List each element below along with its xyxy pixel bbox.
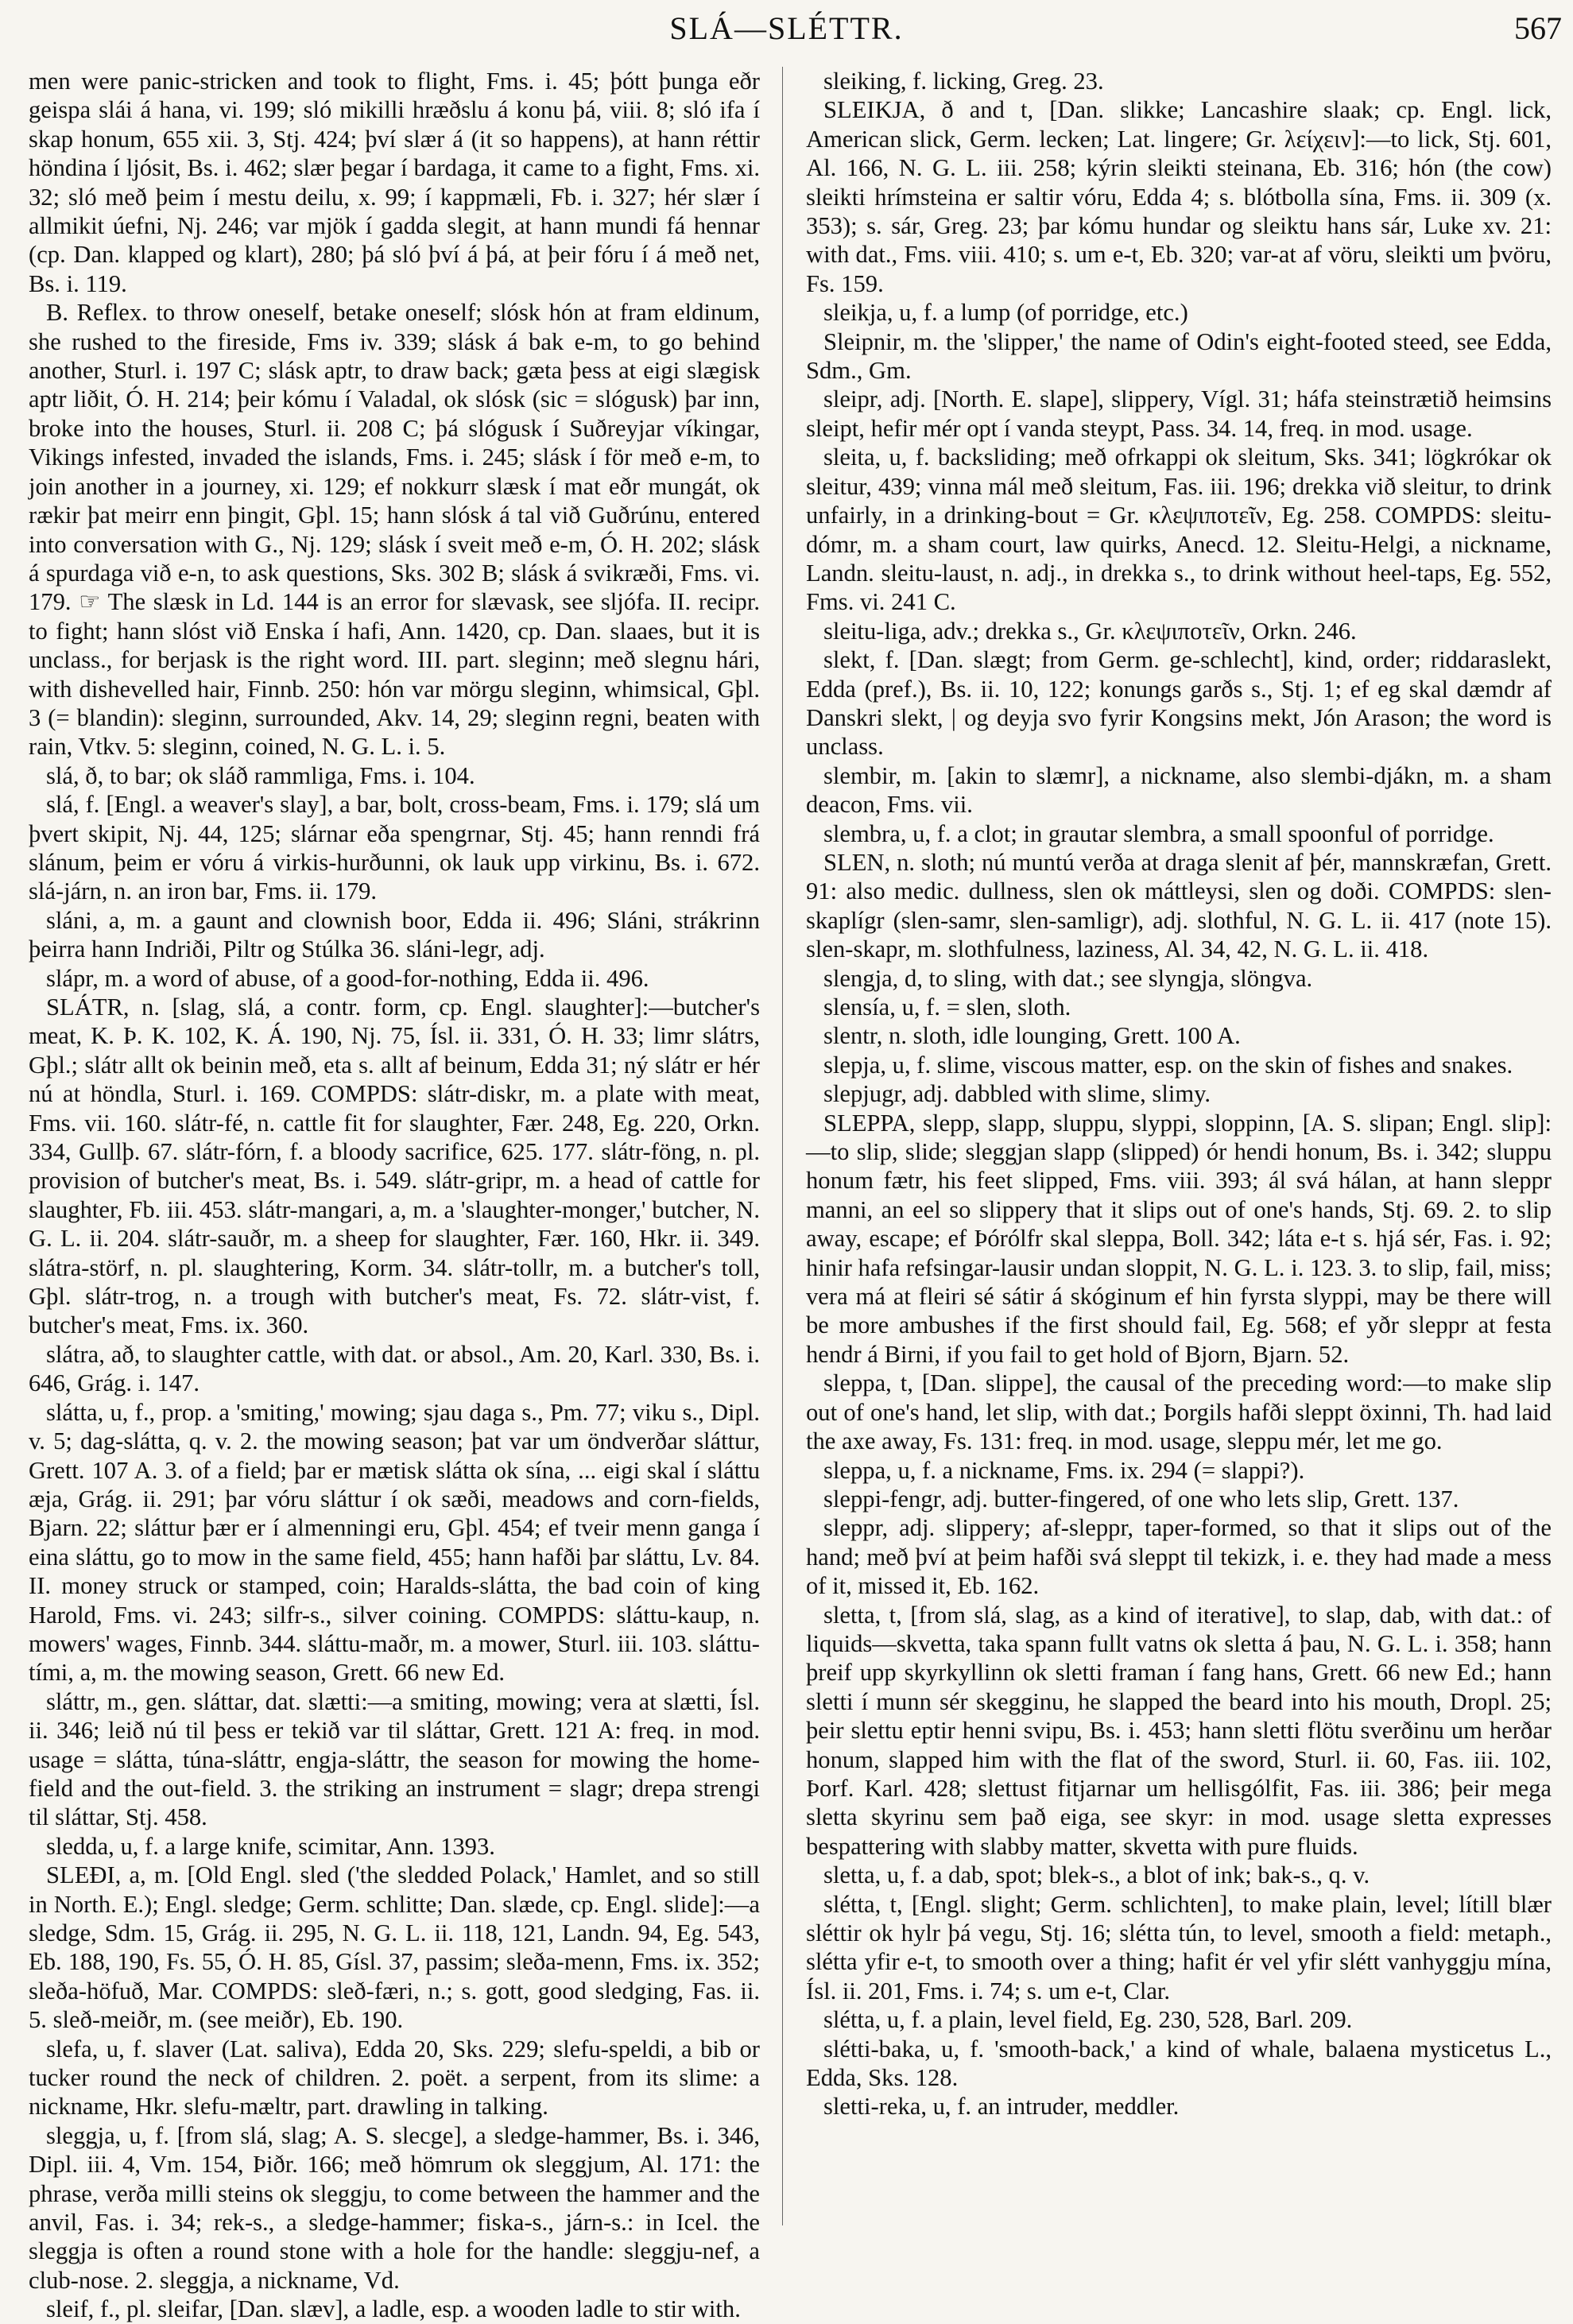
dictionary-entry: sleppr, adj. slippery; af-sleppr, taper-formed, so that it slips out of the hand; með því at þeim hafði svá sleppt til tekizk, i. e. they had made a mess of it, missed it, Eb. 162.	[806, 1514, 1552, 1600]
dictionary-entry: sleita, u, f. backsliding; með ofrkappi ok sleitum, Sks. 341; lögkrókar ok sleitur, 439; vinna mál með sleitum, Fas. iii. 196; drekka við sleitur, to drink unfairly, in a drinking-bout = Gr. κλεψιποτεῖν, Eg. 258. COMPDS: sleitu-dómr, m. a sham court, law quirks, Anecd. 12. Sleitu-Helgi, a nickname, Landn. sleitu-laust, n. adj., in drekka s., to drink without heel-taps, Eg. 552, Fms. vi. 241 C.	[806, 443, 1552, 616]
dictionary-entry: sleppi-fengr, adj. butter-fingered, of one who lets slip, Grett. 137.	[823, 1485, 1459, 1513]
dictionary-entry: Sleipnir, m. the 'slipper,' the name of Odin's eight-footed steed, see Edda, Sdm., Gm.	[806, 327, 1552, 385]
dictionary-entry: B. Reflex. to throw oneself, betake oneself; slósk hón at fram eldinum, she rushed to the fireside, Fms iv. 339; slásk á bak e-m, to go behind another, Sturl. i. 197 C; slásk aptr, to draw back; gæta þess at eigi slægisk aptr liðit, Ó. H. 214; þeir kómu í Valadal, ok slósk (sic = slógusk) þar inn, broke into the houses, Sturl. ii. 208 C; þá slógusk í Suðreyjar víkingar, Vikings infested, invaded the islands, Fms. i. 245; slásk í för með e-m, to join another in a journey, xi. 129; ef nokkurr slæsk í mat eðr mungát, ok rækir þat meirr enn þingit, Gþl. 15; hann slósk á tal við Guðrúnu, entered into conversation with G., Nj. 129; slásk í sveit með e-m, Ó. H. 202; slásk á spurdaga við e-n, to ask questions, Sks. 302 B; slásk á svikræði, Fms. vi. 179. ☞ The slæsk in Ld. 144 is an error for slævask, see sljófa. II. recipr. to fight; hann slóst við Enska í hafi, Ann. 1420, cp. Dan. slaaes, but it is unclass., for berjask is the right word. III. part. sleginn; með slegnu hári, with dishevelled hair, Finnb. 250: hón var mörgu sleginn, whimsical, Gþl. 3 (= blandin): sleginn, surrounded, Akv. 14, 29; sleginn regni, beaten with rain, Vtkv. 5: sleginn, coined, N. G. L. i. 5.	[29, 299, 760, 761]
dictionary-entry: SLEIKJA, ð and t, [Dan. slikke; Lancashire slaak; cp. Engl. lick, American slick, Germ. lecken; Lat. lingere; Gr. λείχειν]:—to lick, Stj. 601, Al. 166, N. G. L. iii. 258; kýrin sleikti steinana, Eb. 316; hón (the cow) sleikti hrímsteina er saltir vóru, Edda 4; s. blótbolla sína, Fms. ii. 309 (x. 353); s. sár, Greg. 23; þar kómu hundar og sleiktu hans sár, Luke xv. 21: with dat., Fms. viii. 410; s. um e-t, Eb. 320; var-at af vöru, sleikti um þvöru, Fs. 159.	[806, 96, 1552, 297]
dictionary-entry: sleggja, u, f. [from slá, slag; A. S. slecge], a sledge-hammer, Bs. i. 346, Dipl. iii. 4, Vm. 154, Þiðr. 166; með hömrum ok sleggjum, Al. 171: the phrase, verða milli steins ok sleggju, to come between the hammer and the anvil, Fas. i. 34; rek-s., a sledge-hammer; fiska-s., járn-s.: in Icel. the sleggja is often a round stone with a hole for the handle: sleggju-nef, a club-nose. 2. sleggja, a nickname, Vd.	[29, 2121, 760, 2294]
dictionary-entry: SLÁTR, n. [slag, slá, a contr. form, cp. Engl. slaughter]:—butcher's meat, K. Þ. K. 102, K. Á. 190, Nj. 75, Ísl. ii. 331, Ó. H. 33; limr slátrs, Gþl.; slátr allt ok beinin með, eta s. allt af beinum, Edda 31; ný slátr er hér nú at höndla, Sturl. i. 169. COMPDS: slátr-diskr, m. a plate with meat, Fms. vii. 160. slátr-fé, n. cattle fit for slaughter, Fær. 248, Eg. 220, Orkn. 334, Gullþ. 67. slátr-fórn, f. a bloody sacrifice, 625. 177. slátr-föng, n. pl. provision of butcher's meat, Bs. i. 549. slátr-gripr, m. a head of cattle for slaughter, Fb. iii. 453. slátr-mangari, a, m. a 'slaughter-monger,' butcher, N. G. L. ii. 204. slátr-sauðr, m. a sheep for slaughter, Fær. 160, Hkr. ii. 349. slátra-störf, n. pl. slaughtering, Korm. 34. slátr-tollr, m. a butcher's toll, Gþl. slátr-trog, n. a trough with butcher's meat, Fs. 72. slátr-vist, f. butcher's meat, Fms. ix. 360.	[29, 994, 760, 1339]
running-title: SLÁ—SLÉTTR.	[669, 10, 904, 46]
page-header	[0, 0, 1573, 64]
dictionary-entry: slekt, f. [Dan. slægt; from Germ. ge-schlecht], kind, order; riddaraslekt, Edda (pref.), Bs. ii. 10, 122; konungs garðs s., Stj. 1; ef eg skal dæmdr af Danskri slekt, | og deyja svo fyrir Kongsins mekt, Jón Arason; the word is unclass.	[806, 646, 1552, 761]
dictionary-entry: sleppa, t, [Dan. slippe], the causal of the preceding word:—to make slip out of one's hand, let slip, with dat.; Þorgils hafði sleppt öxinni, Th. had laid the axe away, Fs. 131: freq. in mod. usage, sleppu mér, let me go.	[806, 1369, 1552, 1455]
dictionary-entry: slétta, t, [Engl. slight; Germ. schlichten], to make plain, level; lítill blær sléttir ok hylr þá vegu, Stj. 16; slétta tún, to level, smooth a field: metaph., slétta yfir e-t, to smooth over a thing; hafit ér vel yfir slétt vanhyggju mína, Ísl. ii. 201, Fms. i. 74; s. um e-t, Clar.	[806, 1890, 1552, 2004]
column-divider	[782, 67, 783, 2225]
dictionary-entry: sletti-reka, u, f. an intruder, meddler.	[823, 2093, 1180, 2121]
dictionary-entry: sláttr, m., gen. sláttar, dat. slætti:—a smiting, mowing; vera at slætti, Ísl. ii. 346; leið nú til þess er tekið var til sláttar, Grett. 121 A: freq. in mod. usage = slátta, túna-sláttr, engja-sláttr, the season for mowing the home-field and the out-field. 3. the striking an instrument = slagr; drepa strengi til sláttar, Stj. 458.	[29, 1687, 760, 1831]
dictionary-entry: slá, ð, to bar; ok sláð rammliga, Fms. i. 104.	[46, 761, 475, 789]
dictionary-entry: slátta, u, f., prop. a 'smiting,' mowing; sjau daga s., Pm. 77; viku s., Dipl. v. 5; dag-slátta, q. v. 2. the mowing season; þat var um öndverðar sláttur, Grett. 107 A. 3. of a field; þar er mætisk slátta ok sína, ... eigi skal í sláttu æja, Grág. ii. 291; þar vóru sláttur í ok sæði, meadows and corn-fields, Bjarn. 22; sláttur þær er í almenningi eru, Gþl. 454; ef tveir menn ganga í eina sláttu, go to mow in the same field, 455; hann hafði þar sláttu, Lv. 84. II. money struck or stamped, coin; Haralds-slátta, the bad coin of king Harold, Fms. vi. 243; silfr-s., silver coining. COMPDS: sláttu-kaup, n. mowers' wages, Finnb. 344. sláttu-maðr, m. a mower, Sturl. iii. 103. sláttu-tími, a, m. the mowing season, Grett. 66 new Ed.	[29, 1398, 760, 1687]
dictionary-entry: sleikja, u, f. a lump (of porridge, etc.)	[823, 299, 1188, 327]
dictionary-entry: sletta, t, [from slá, slag, as a kind of iterative], to slap, dab, with dat.: of liquids—skvetta, taka spann fullt vatns ok sletta á þau, N. G. L. i. 358; hann þreif upp skyrkyllinn ok sletti framan í fang hans, Grett. 66 new Ed.; hann sletti í munn sér skegginu, he slapped the beard into his mouth, Dropl. 25; þeir slettu eptir henni svipu, Bs. i. 453; hann sletti flötu sverðinu um herðar honum, slapped him with the flat of the sword, Sturl. ii. 60, Fas. iii. 102, Þorf. Karl. 428; slettust fitjarnar um hellisgólfit, Fas. iii. 386; þeir mega sletta skyrinu sem það eiga, see skyr: in mod. usage sletta expresses bespattering with slabby matter, skvetta with pure fluids.	[806, 1601, 1552, 1860]
dictionary-entry: slensía, u, f. = slen, sloth.	[823, 994, 1071, 1021]
dictionary-entry: slefa, u, f. slaver (Lat. saliva), Edda 20, Sks. 229; slefu-speldi, a bib or tucker round the neck of children. 2. poët. a serpent, from its slime: a nickname, Hkr. slefu-mæltr, part. drawling in talking.	[29, 2035, 760, 2121]
dictionary-entry: sleitu-liga, adv.; drekka s., Gr. κλεψιποτεῖν, Orkn. 246.	[823, 617, 1357, 645]
left-column	[29, 67, 760, 2323]
dictionary-entry: sleif, f., pl. sleifar, [Dan. slæv], a ladle, esp. a wooden ladle to stir with.	[46, 2295, 741, 2323]
right-column	[806, 67, 1552, 2229]
dictionary-entry: slengja, d, to sling, with dat.; see slyngja, slöngva.	[823, 964, 1313, 992]
dictionary-entry: slétta, u, f. a plain, level field, Eg. 230, 528, Barl. 209.	[823, 2006, 1353, 2034]
dictionary-entry: SLEN, n. sloth; nú muntú verða at draga slenit af þér, mannskræfan, Grett. 91: also medic. dullness, slen ok máttleysi, slen og doði. COMPDS: slen-skaplígr (slen-samr, slen-samligr), adj. slothful, N. G. L. ii. 417 (note 15). slen-skapr, m. slothfulness, laziness, Al. 34, 42, N. G. L. ii. 418.	[806, 848, 1552, 963]
dictionary-entry: sleppa, u, f. a nickname, Fms. ix. 294 (= slappi?).	[823, 1456, 1305, 1484]
dictionary-entry: men were panic-stricken and took to flight, Fms. i. 45; þótt þunga eðr geispa slái á hana, vi. 199; sló mikilli hræðslu á konu þá, viii. 8; sló ifa í skap honum, 655 xii. 3, Stj. 424; því slær á (it so happens), at hann réttir höndina í ljósit, Bs. i. 462; slær þegar í bardaga, it came to a fight, Fms. xi. 32; sló með þeim í mestu deilu, x. 99; í kappmæli, Fb. i. 327; hér slær í allmikit úefni, Nj. 246; var mjök í gadda slegit, at hann mundi fá hennar (cp. Dan. klapped og klart), 280; þá sló því á þá, at þeir fóru í á með net, Bs. i. 119.	[29, 68, 760, 297]
dictionary-entry: slátra, að, to slaughter cattle, with dat. or absol., Am. 20, Karl. 330, Bs. i. 646, Grág. i. 147.	[29, 1340, 760, 1397]
dictionary-entry: slembir, m. [akin to slæmr], a nickname, also slembi-djákn, m. a sham deacon, Fms. vii.	[806, 761, 1552, 819]
dictionary-entry: sleiking, f. licking, Greg. 23.	[823, 68, 1104, 95]
page-number: 567	[1514, 10, 1562, 46]
dictionary-entry: sleipr, adj. [North. E. slape], slippery, Vígl. 31; háfa steinstrætið heimsins sleipt, hefir mér opt í vanda steypt, Pass. 34. 14, freq. in mod. usage.	[806, 385, 1552, 442]
dictionary-entry: slápr, m. a word of abuse, of a good-for-nothing, Edda ii. 496.	[46, 964, 649, 992]
dictionary-entry: sláni, a, m. a gaunt and clownish boor, Edda ii. 496; Sláni, strákrinn þeirra hann Indriði, Piltr og Stúlka 36. sláni-legr, adj.	[29, 906, 760, 963]
dictionary-entry: slepja, u, f. slime, viscous matter, esp. on the skin of fishes and snakes.	[823, 1051, 1513, 1079]
dictionary-entry: slétti-baka, u, f. 'smooth-back,' a kind of whale, balaena mysticetus L., Edda, Sks. 128.	[806, 2035, 1552, 2092]
dictionary-entry: slá, f. [Engl. a weaver's slay], a bar, bolt, cross-beam, Fms. i. 179; slá um þvert skipit, Nj. 44, 125; slárnar eða spengrnar, Stj. 45; hann renndi frá slánum, þeim er vóru á virkis-hurðunni, ok lauk upp virkinu, Bs. i. 672. slá-járn, n. an iron bar, Fms. ii. 179.	[29, 791, 760, 905]
dictionary-entry: slentr, n. sloth, idle lounging, Grett. 100 A.	[823, 1022, 1241, 1050]
dictionary-entry: slepjugr, adj. dabbled with slime, slimy.	[823, 1080, 1211, 1108]
dictionary-entry: SLEPPA, slepp, slapp, sluppu, slyppi, sloppinn, [A. S. slipan; Engl. slip]:—to slip, slide; sleggjan slapp (slipped) ór hendi honum, Bs. i. 342; sluppu honum fætr, his feet slipped, Fms. viii. 393; ál svá hálan, at hann sleppr manni, an eel so slippery that it slips out of one's hands, Stj. 69. 2. to slip away, escape; ef Þórólfr skal sleppa, Boll. 342; láta e-t s. hjá sér, Fas. i. 92; hinir hafa refsingar-lausir undan sloppit, N. G. L. i. 123. 3. to slip, fail, miss; vera má at fleiri sé sátir á skóginum ef hin fyrsta slyppi, may be there will be more ambushes if the first should fail, Eg. 568; ef yðr sleppr at festa hendr á Birni, if you fail to get hold of Bjorn, Bjarn. 52.	[806, 1109, 1552, 1368]
dictionary-entry: sledda, u, f. a large knife, scimitar, Ann. 1393.	[46, 1832, 495, 1860]
dictionary-entry: SLEÐI, a, m. [Old Engl. sled ('the sledded Polack,' Hamlet, and so still in North. E.); Engl. sledge; Germ. schlitte; Dan. slæde, cp. Engl. slide]:—a sledge, Sdm. 15, Grág. ii. 295, N. G. L. ii. 118, 121, Landn. 94, Eg. 543, Eb. 188, 190, Fs. 55, Ó. H. 85, Gísl. 37, passim; sleða-menn, Fms. ix. 352; sleða-höfuð, Mar. COMPDS: sleð-færi, n.; s. gott, good sledging, Fas. ii. 5. sleð-meiðr, m. (see meiðr), Eb. 190.	[29, 1861, 760, 2034]
dictionary-entry: slembra, u, f. a clot; in grautar slembra, a small spoonful of porridge.	[823, 819, 1494, 847]
dictionary-entry: sletta, u, f. a dab, spot; blek-s., a blot of ink; bak-s., q. v.	[823, 1861, 1370, 1889]
